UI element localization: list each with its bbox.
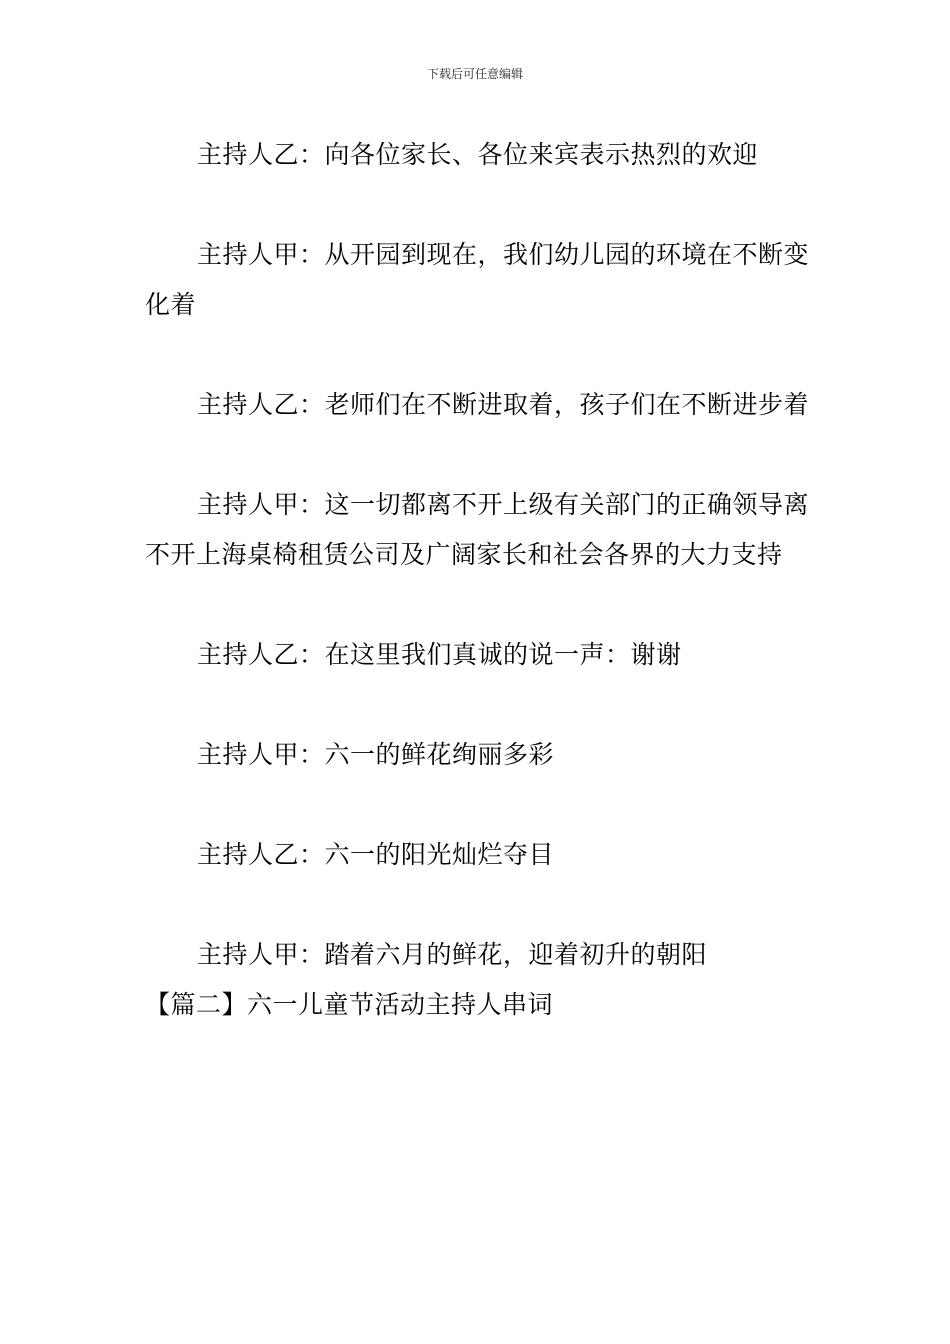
dialogue-paragraph: 主持人甲：从开园到现在，我们幼儿园的环境在不断变化着: [145, 240, 810, 319]
section-title: 【篇二】六一儿童节活动主持人串词: [145, 990, 554, 1019]
document-body: [145, 130, 810, 1030]
dialogue-paragraph: 主持人甲：六一的鲜花绚丽多彩: [197, 740, 555, 769]
dialogue-paragraph: 主持人甲：踏着六月的鲜花，迎着初升的朝阳: [197, 940, 708, 969]
dialogue-paragraph: 主持人乙：六一的阳光灿烂夺目: [197, 840, 555, 869]
dialogue-paragraph: 主持人乙：向各位家长、各位来宾表示热烈的欢迎: [197, 140, 759, 169]
dialogue-paragraph: 主持人甲：这一切都离不开上级有关部门的正确领导离不开上海桌椅租赁公司及广阔家长和社会各界的大力支持: [145, 490, 810, 569]
page-header: 下载后可任意编辑: [426, 67, 523, 81]
dialogue-paragraph: 主持人乙：在这里我们真诚的说一声：谢谢: [197, 640, 682, 669]
dialogue-paragraph: 主持人乙：老师们在不断进取着，孩子们在不断进步着: [197, 390, 810, 419]
